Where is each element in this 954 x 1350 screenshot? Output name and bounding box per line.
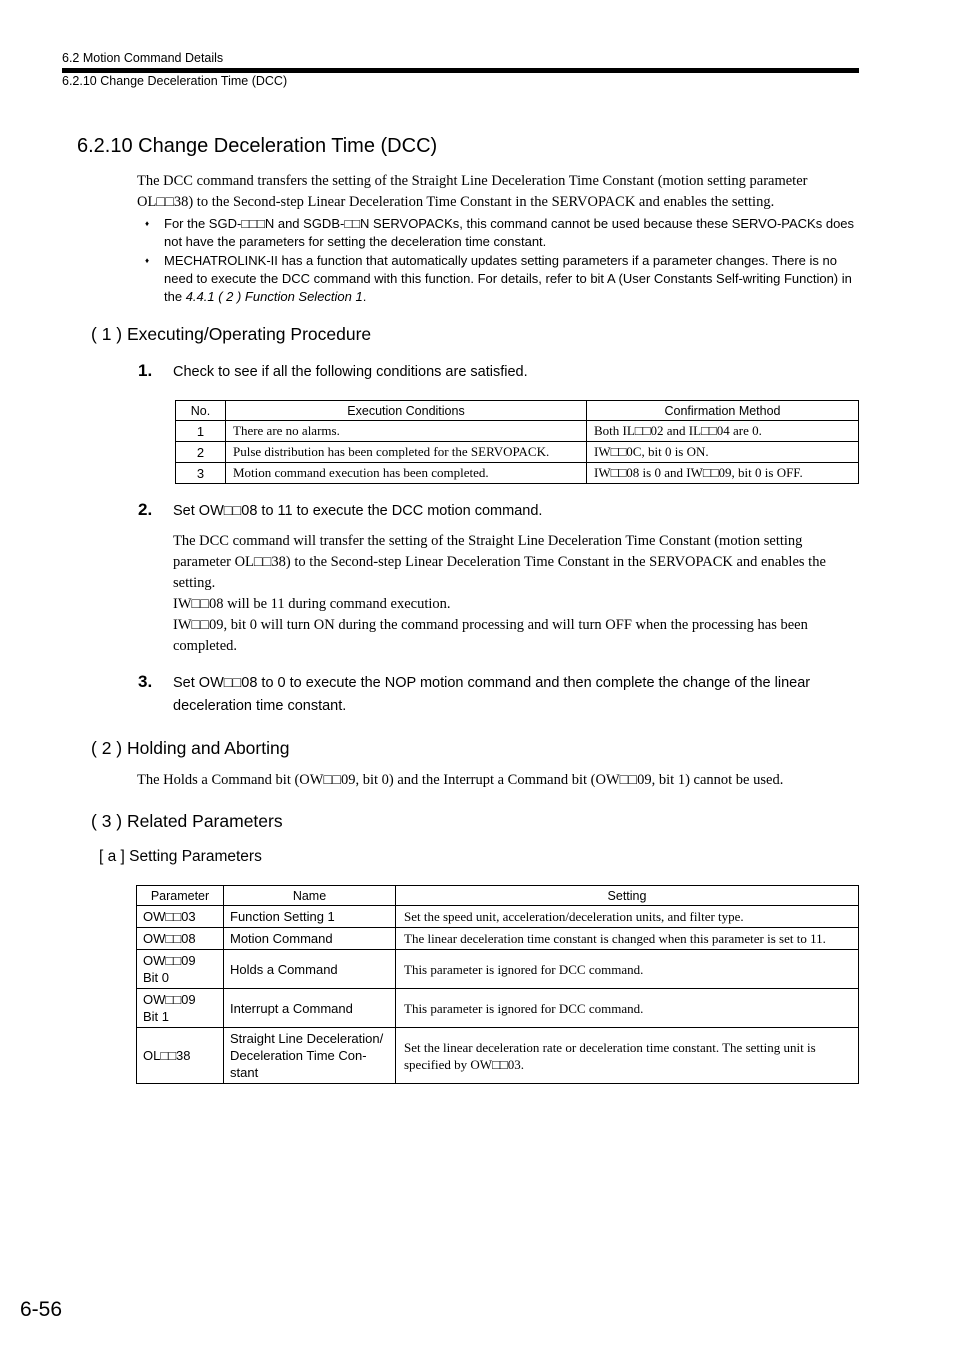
cell-condition: There are no alarms.	[226, 421, 587, 442]
intro-paragraph	[137, 171, 857, 213]
column-header: Confirmation Method	[587, 401, 859, 421]
cell-condition: Pulse distribution has been completed for the SERVOPACK.	[226, 442, 587, 463]
running-header-section: 6.2 Motion Command Details	[62, 51, 224, 65]
cell-parameter	[137, 906, 224, 928]
page-title: 6.2.10 Change Deceleration Time (DCC)	[77, 135, 438, 157]
step-text-1: Check to see if all the following conditions are satisfied.	[173, 364, 528, 380]
page-number: 6-56	[20, 1298, 63, 1321]
step-2-detail-p2: IW□□08 will be 11 during command execution.	[173, 596, 451, 612]
cell-parameter	[137, 1028, 224, 1084]
note-text: MECHATROLINK-II has a function that automatically updates setting parameters if a parameter changes. There is no need to execute the DCC command with this function. For details, refer to bit A (User Constants Self-writing Function) in the	[164, 253, 852, 304]
cell-method: Both IL□□02 and IL□□04 are 0.	[587, 421, 859, 442]
cell-setting: This parameter is ignored for DCC command.	[396, 989, 859, 1028]
cell-name: Straight Line Deceleration/ Deceleration Time Con-stant	[224, 1028, 396, 1084]
table-header-row	[137, 886, 859, 906]
conditions-table	[175, 400, 859, 484]
parameter-id: OW□□08	[143, 931, 196, 946]
note-end: .	[362, 289, 367, 304]
cell-no: 1	[176, 421, 226, 442]
holding-paragraph: The Holds a Command bit (OW□□09, bit 0) and the Interrupt a Command bit (OW□□09, bit 1) cannot be used.	[137, 772, 784, 788]
note-item	[145, 252, 857, 306]
table-header-row	[176, 401, 859, 421]
note-text: For the SGD-□□□N and SGDB-□□N SERVOPACKs, this command cannot be used because these SERVO-PACKs does not have the parameters for setting the deceleration time constant.	[164, 216, 855, 249]
step-2-detail	[173, 531, 858, 657]
table-row	[137, 989, 859, 1028]
table-row	[176, 463, 859, 484]
step-text-2: Set OW□□08 to 11 to execute the DCC motion command.	[173, 503, 543, 519]
section-heading-2: ( 2 ) Holding and Aborting	[91, 738, 290, 758]
header-rule	[62, 68, 859, 73]
cell-method: IW□□08 is 0 and IW□□09, bit 0 is OFF.	[587, 463, 859, 484]
running-header-subsection: 6.2.10 Change Deceleration Time (DCC)	[62, 74, 288, 88]
parameter-bit: Bit 0	[143, 970, 170, 985]
cell-setting: Set the speed unit, acceleration/deceleration units, and filter type.	[396, 906, 859, 928]
cell-setting: This parameter is ignored for DCC command.	[396, 950, 859, 989]
cell-setting: The linear deceleration time constant is changed when this parameter is set to 11.	[396, 928, 859, 950]
section-heading-1: ( 1 ) Executing/Operating Procedure	[91, 324, 372, 344]
cell-name: Interrupt a Command	[224, 989, 396, 1028]
cell-parameter	[137, 950, 224, 989]
step-2-detail-p1: The DCC command will transfer the setting of the Straight Line Deceleration Time Constant (motion setting parameter OL□□38) to the Second-step Linear Deceleration Time Constant in the SERVOPACK and enables the setting.	[173, 533, 826, 591]
note-reference: 4.4.1 ( 2 ) Function Selection 1	[185, 289, 363, 304]
step-number-1: 1.	[138, 361, 153, 380]
table-row	[137, 950, 859, 989]
setting-parameters-table	[136, 885, 859, 1084]
table-row	[176, 421, 859, 442]
cell-parameter	[137, 928, 224, 950]
step-2-detail-p3: IW□□09, bit 0 will turn ON during the command processing and will turn OFF when the processing has been completed.	[173, 617, 808, 654]
table-row	[137, 906, 859, 928]
step-number-3: 3.	[138, 672, 153, 691]
subsection-heading-a: [ a ] Setting Parameters	[99, 848, 262, 865]
parameter-id: OL□□38	[143, 1048, 191, 1063]
cell-name: Holds a Command	[224, 950, 396, 989]
column-header: Name	[224, 886, 396, 906]
section-heading-3: ( 3 ) Related Parameters	[91, 811, 283, 831]
intro-line-2: OL□□38) to the Second-step Linear Deceleration Time Constant in the SERVOPACK and enables the setting.	[137, 194, 775, 210]
cell-parameter	[137, 989, 224, 1028]
intro-line-1: The DCC command transfers the setting of the Straight Line Deceleration Time Constant (motion setting parameter	[137, 173, 808, 189]
table-row	[137, 928, 859, 950]
column-header: No.	[176, 401, 226, 421]
column-header: Execution Conditions	[226, 401, 587, 421]
cell-no: 3	[176, 463, 226, 484]
table-row	[137, 1028, 859, 1084]
column-header: Parameter	[137, 886, 224, 906]
cell-name: Function Setting 1	[224, 906, 396, 928]
step-number-2: 2.	[138, 500, 153, 519]
cell-name: Motion Command	[224, 928, 396, 950]
cell-method: IW□□0C, bit 0 is ON.	[587, 442, 859, 463]
notes-list	[145, 215, 857, 307]
parameter-id: OW□□09	[143, 992, 196, 1007]
cell-no: 2	[176, 442, 226, 463]
cell-setting: Set the linear deceleration rate or deceleration time constant. The setting unit is specified by OW□□03.	[396, 1028, 859, 1084]
column-header: Setting	[396, 886, 859, 906]
parameter-bit: Bit 1	[143, 1009, 170, 1024]
parameter-id: OW□□03	[143, 909, 196, 924]
cell-condition: Motion command execution has been completed.	[226, 463, 587, 484]
parameter-id: OW□□09	[143, 953, 196, 968]
step-text-3: Set OW□□08 to 0 to execute the NOP motion command and then complete the change of the linear deceleration time constant.	[173, 675, 811, 714]
table-row	[176, 442, 859, 463]
note-item	[145, 215, 857, 251]
